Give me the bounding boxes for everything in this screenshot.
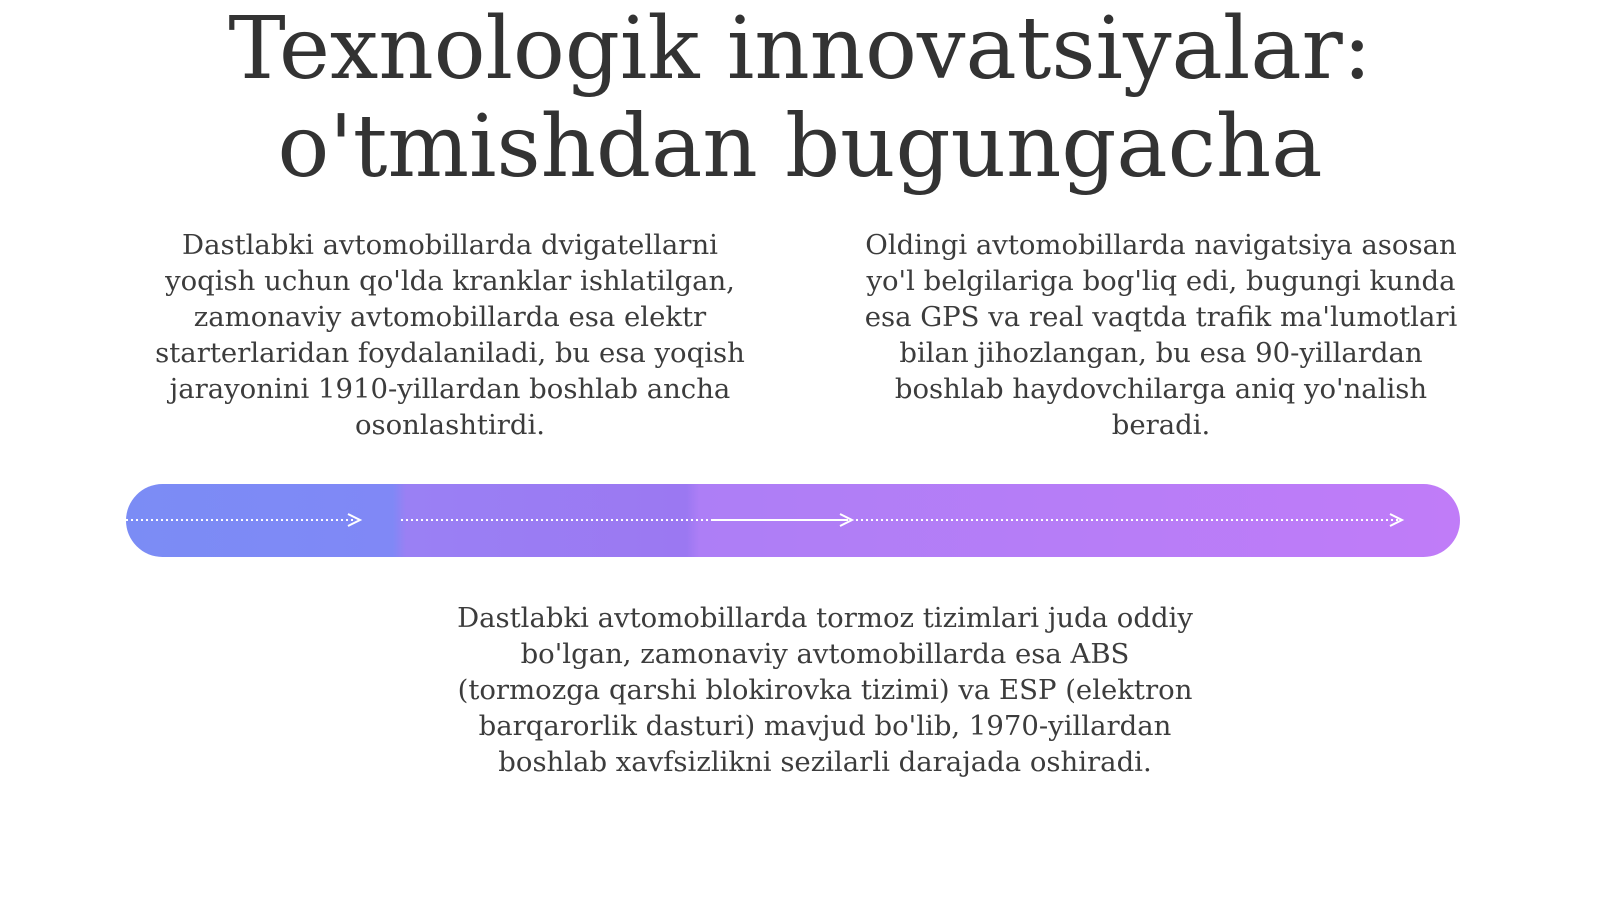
page-title [0,0,1600,196]
page-title-line-2: o'tmishdan bugungacha [277,97,1323,197]
text-block-ignition: Dastlabki avtomobillarda dvigatellarni yoqish uchun qo'lda kranklar ishlatilgan, zamonaviy avtomobillarda esa elektr starterlaridan foydalaniladi, bu esa yoqish jarayonini 1910-yillardan boshlab ancha osonlashtirdi. [155,229,745,441]
page-title-line-1: Texnologik innovatsiyalar: [228,0,1372,99]
text-block-brakes: Dastlabki avtomobillarda tormoz tizimlari juda oddiy bo'lgan, zamonaviy avtomobillarda esa ABS (tormozga qarshi blokirovka tizimi) va ESP (elektron barqarorlik dasturi) mavjud bo'lib, 1970-yillardan boshlab xavfsizlikni sezilarli darajada oshiradi. [457,602,1193,778]
text-block-navigation: Oldingi avtomobillarda navigatsiya asosan yo'l belgilariga bog'liq edi, bugungi kunda esa GPS va real vaqtda trafik ma'lumotlari bilan jihozlangan, bu esa 90-yillardan boshlab haydovchilarga aniq yo'nalish beradi. [864,229,1458,441]
timeline-bar [126,484,1460,557]
timeline-graphic [126,484,1460,557]
